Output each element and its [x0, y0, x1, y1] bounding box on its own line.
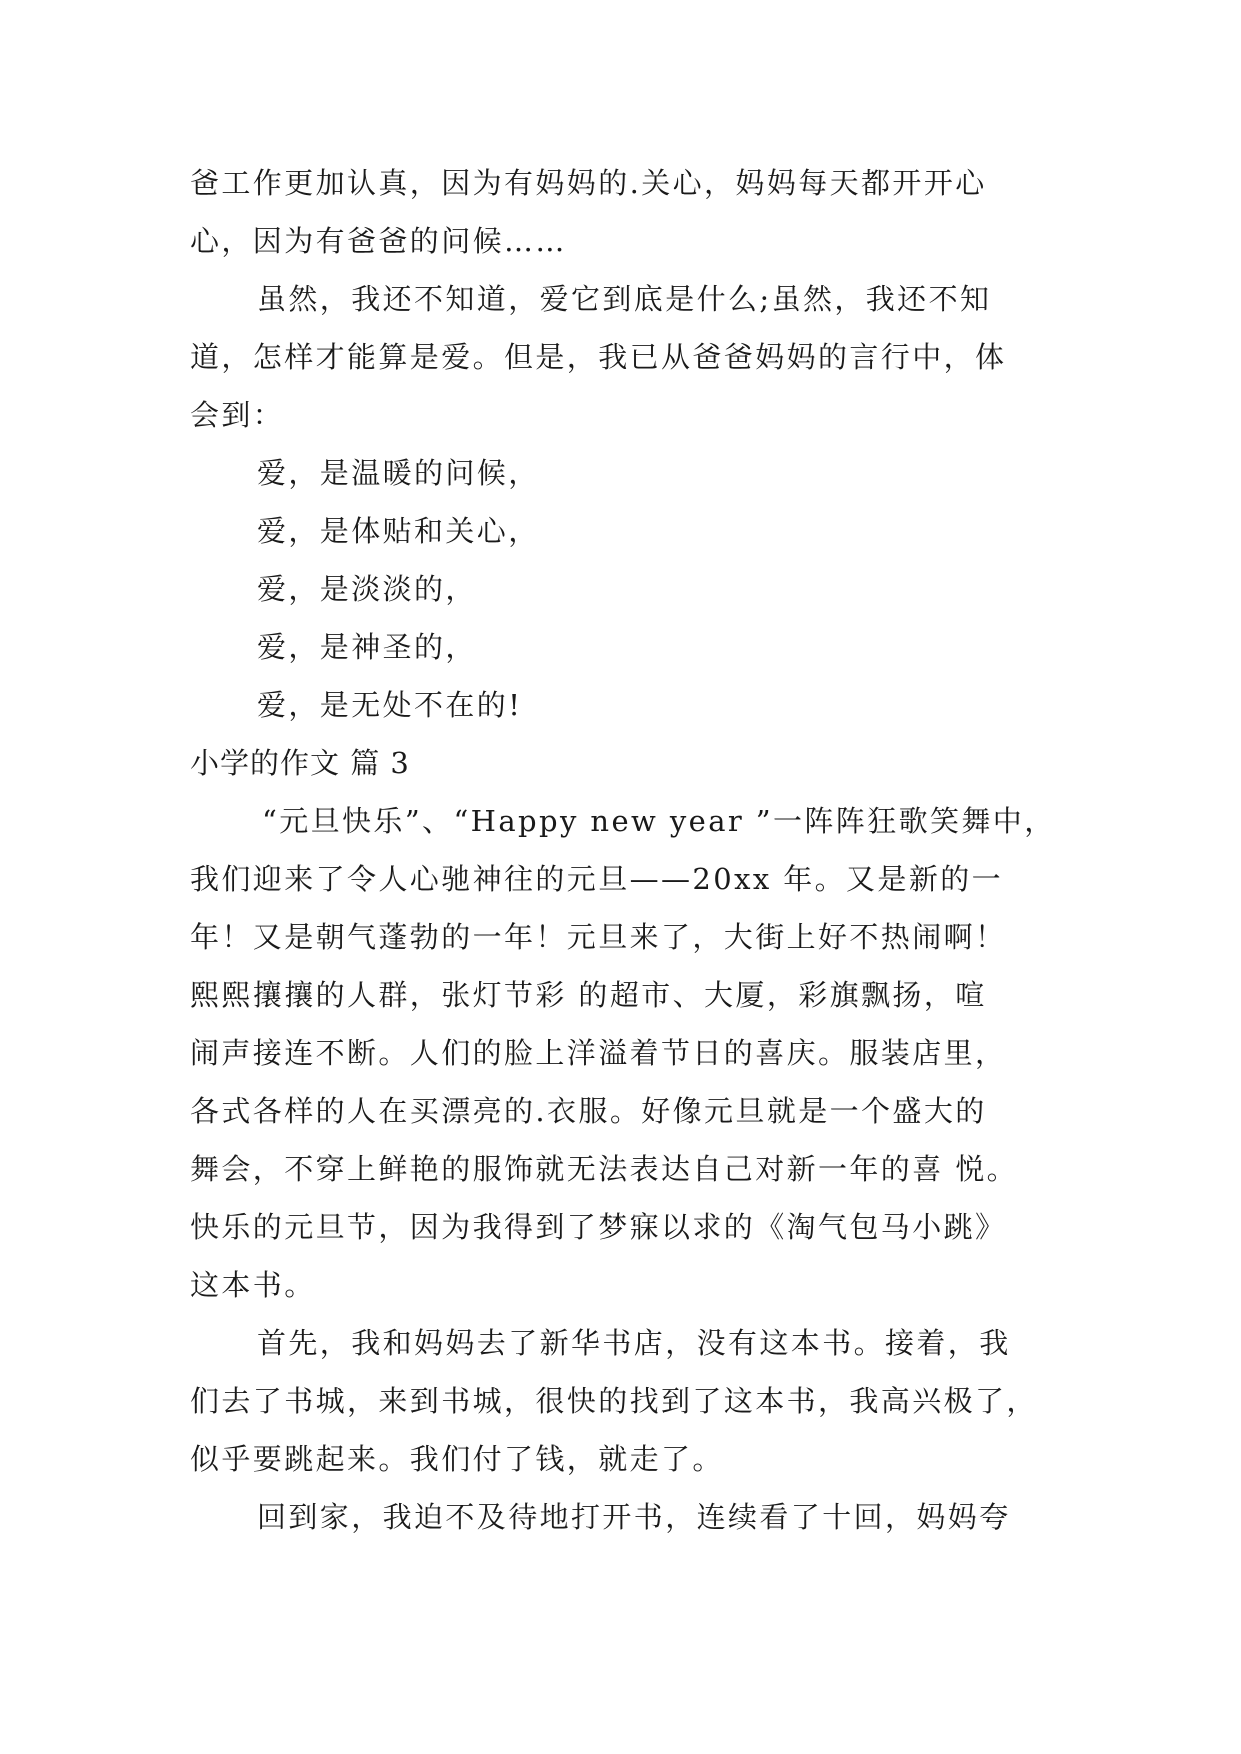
text-line: 心，因为有爸爸的问候…… — [190, 224, 567, 258]
text-line: 爱，是温暖的问候， — [257, 456, 540, 490]
text-line: 爱，是神圣的， — [257, 630, 477, 664]
text-line: 回到家，我迫不及待地打开书，连续看了十回，妈妈夸 — [257, 1500, 1011, 1534]
text-line: 我们迎来了令人心驰神往的元旦——20xx 年。又是新的一 — [190, 862, 1004, 896]
text-line: 爸工作更加认真，因为有妈妈的.关心，妈妈每天都开开心 — [190, 166, 987, 200]
text-line: 年！又是朝气蓬勃的一年！元旦来了，大街上好不热闹啊！ — [190, 920, 1007, 954]
section-heading: 小学的作文 篇 3 — [190, 746, 410, 780]
text-line: 这本书。 — [190, 1268, 316, 1302]
text-line: 虽然，我还不知道，爱它到底是什么;虽然，我还不知 — [257, 282, 992, 316]
text-line: 快乐的元旦节，因为我得到了梦寐以求的《淘气包马小跳》 — [190, 1210, 1007, 1244]
text-line: 各式各样的人在买漂亮的.衣服。好像元旦就是一个盛大的 — [190, 1094, 987, 1128]
text-line: 道，怎样才能算是爱。但是，我已从爸爸妈妈的言行中，体 — [190, 340, 1007, 374]
text-line: 似乎要跳起来。我们付了钱，就走了。 — [190, 1442, 724, 1476]
text-line: 舞会，不穿上鲜艳的服饰就无法表达自己对新一年的喜 悦。 — [190, 1152, 1019, 1186]
text-line: 爱，是淡淡的， — [257, 572, 477, 606]
text-line: 首先，我和妈妈去了新华书店，没有这本书。接着，我 — [257, 1326, 1011, 1360]
text-line: 们去了书城，来到书城，很快的找到了这本书，我高兴极了， — [190, 1384, 1038, 1418]
text-line: 闹声接连不断。人们的脸上洋溢着节日的喜庆。服装店里， — [190, 1036, 1007, 1070]
text-line: 爱，是无处不在的! — [257, 688, 523, 722]
text-line: “元旦快乐”、“Happy new year ”一阵阵狂歌笑舞中， — [262, 804, 1056, 838]
text-line: 熙熙攘攘的人群，张灯节彩 的超市、大厦，彩旗飘扬，喧 — [190, 978, 987, 1012]
text-line: 爱，是体贴和关心， — [257, 514, 540, 548]
text-line: 会到： — [190, 398, 285, 432]
